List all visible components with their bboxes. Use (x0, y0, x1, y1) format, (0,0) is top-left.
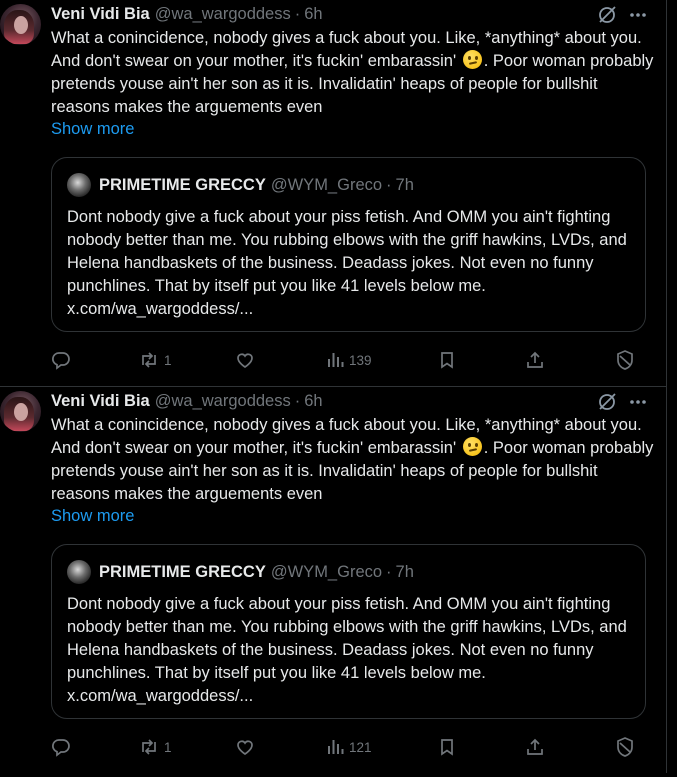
views-icon (325, 737, 345, 757)
author-handle[interactable]: @wa_wargoddess (154, 391, 291, 410)
share-icon (525, 737, 545, 757)
action-bar (51, 348, 641, 372)
author-name[interactable]: Veni Vidi Bia (51, 4, 150, 23)
quote-header (67, 173, 414, 197)
bookmark-button[interactable] (437, 348, 457, 372)
tweet-text-part: What a conincidence, nobody gives a fuck about you. Like, *anything* about you. And don't swear on your mother, it's fuckin' embarassin' (51, 416, 642, 457)
reply-button[interactable] (51, 348, 71, 372)
repost-button[interactable] (138, 348, 172, 372)
repost-count: 1 (164, 352, 172, 368)
reply-icon (51, 350, 71, 370)
tweet-text-part: . Poor woman probably pretends youse ain't her son as it is. Invalidatin' heaps of people for bullshit reasons makes the arguements even (51, 52, 654, 116)
tweet-header (51, 4, 323, 24)
quote-text: Dont nobody give a fuck about your piss fetish. And OMM you ain't fighting nobody better than me. You rubbing elbows with the griff hawkins, LVDs, and Helena handbaskets of the business. Deadass jokes. Not even no funny punchlines. That by itself put you like 41 levels below me. x.com/wa_wargoddess/... (67, 208, 627, 318)
block-button[interactable] (615, 348, 635, 372)
like-icon (235, 350, 255, 370)
tweet-text (51, 414, 656, 506)
tweet-header (51, 391, 323, 411)
separator: · (386, 562, 392, 581)
separator: · (386, 175, 392, 194)
confused-face-icon (463, 50, 482, 69)
tweet[interactable] (0, 0, 667, 387)
quote-timestamp: 7h (395, 175, 414, 194)
reply-icon (51, 737, 71, 757)
reply-button[interactable] (51, 735, 71, 759)
block-icon (615, 736, 635, 758)
like-button[interactable] (235, 348, 255, 372)
grok-icon[interactable] (596, 391, 618, 413)
quote-text: Dont nobody give a fuck about your piss fetish. And OMM you ain't fighting nobody better than me. You rubbing elbows with the griff hawkins, LVDs, and Helena handbaskets of the business. Deadass jokes. Not even no funny punchlines. That by itself put you like 41 levels below me. x.com/wa_wargoddess/... (67, 595, 627, 705)
avatar[interactable] (0, 4, 41, 45)
tweet-header-actions (596, 4, 648, 26)
show-more-link[interactable]: Show more (51, 507, 135, 525)
views-count: 139 (349, 352, 372, 368)
quote-header (67, 560, 414, 584)
bookmark-icon (437, 737, 457, 757)
share-button[interactable] (525, 348, 545, 372)
quote-author-name: PRIMETIME GRECCY (99, 562, 266, 581)
more-icon[interactable] (628, 392, 648, 412)
views-button[interactable] (325, 735, 372, 759)
tweet-text-part: . Poor woman probably pretends youse ain't her son as it is. Invalidatin' heaps of people for bullshit reasons makes the arguements even (51, 439, 654, 503)
quote-author-name: PRIMETIME GRECCY (99, 175, 266, 194)
tweet-header-actions (596, 391, 648, 413)
share-button[interactable] (525, 735, 545, 759)
quote-author-handle: @WYM_Greco (270, 175, 383, 194)
like-icon (235, 737, 255, 757)
bookmark-button[interactable] (437, 735, 457, 759)
separator: · (294, 391, 301, 410)
views-button[interactable] (325, 348, 372, 372)
tweet[interactable] (0, 387, 667, 773)
quote-tweet[interactable] (51, 544, 646, 719)
author-name[interactable]: Veni Vidi Bia (51, 391, 150, 410)
action-bar (51, 735, 641, 759)
timestamp[interactable]: 6h (304, 391, 323, 410)
views-icon (325, 350, 345, 370)
share-icon (525, 350, 545, 370)
tweet-text-part: What a conincidence, nobody gives a fuck about you. Like, *anything* about you. And don't swear on your mother, it's fuckin' embarassin' (51, 29, 642, 70)
repost-button[interactable] (138, 735, 172, 759)
separator: · (294, 4, 301, 23)
show-more-link[interactable]: Show more (51, 120, 135, 138)
avatar[interactable] (0, 391, 41, 432)
repost-icon (138, 737, 160, 757)
timestamp[interactable]: 6h (304, 4, 323, 23)
quote-timestamp: 7h (395, 562, 414, 581)
quote-tweet[interactable] (51, 157, 646, 332)
bookmark-icon (437, 350, 457, 370)
quote-avatar (67, 560, 91, 584)
views-count: 121 (349, 739, 372, 755)
repost-count: 1 (164, 739, 172, 755)
quote-author-handle: @WYM_Greco (270, 562, 383, 581)
more-icon[interactable] (628, 5, 648, 25)
confused-face-icon (463, 437, 482, 456)
block-icon (615, 349, 635, 371)
author-handle[interactable]: @wa_wargoddess (154, 4, 291, 23)
grok-icon[interactable] (596, 4, 618, 26)
quote-avatar (67, 173, 91, 197)
like-button[interactable] (235, 735, 255, 759)
tweet-text (51, 27, 656, 119)
repost-icon (138, 350, 160, 370)
block-button[interactable] (615, 735, 635, 759)
